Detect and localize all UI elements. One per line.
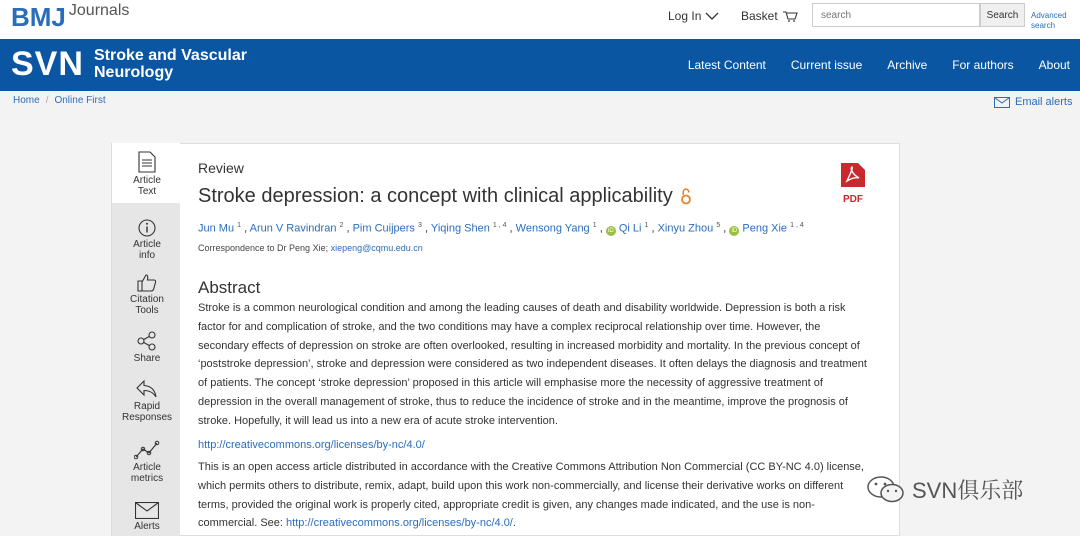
author-separator: , [506,222,516,235]
wechat-watermark [866,474,1023,505]
breadcrumb [13,95,106,106]
tool-article-info-line2: info [138,250,156,261]
tool-share-line1: Share [133,353,161,364]
orcid-icon[interactable]: iD [729,226,739,236]
login-label: Log In [668,9,702,23]
license-statement: This is an open access article distributed in accordance with the Creative Commons Attribution Non Commercial (CC BY-NC 4.0) license, which permits others to distribute, remix, adapt, build upon this work non-commercially, and license their derivative works on different terms, provided the original work is properly cited, appropriate credit is given, any changes made indicated, and the use is non-commercial. See: [198,461,864,530]
author-affiliation: 1 [237,222,242,229]
tool-article-info[interactable] [112,219,182,261]
tool-citation-tools[interactable] [112,273,182,316]
author-separator: , [241,222,250,235]
nav-latest-content[interactable]: Latest Content [687,58,766,72]
advanced-search-line1: Advanced [1031,11,1067,20]
bmj-logo-mark: BMJ [11,2,66,32]
reply-icon [136,379,158,399]
correspondence [198,243,423,253]
chevron-down-icon [705,12,719,21]
article-tools-sidebar [111,143,181,536]
author-link[interactable]: Wensong Yang [515,222,590,235]
tool-article-metrics-line1: Article [133,462,161,473]
author-link[interactable]: Xinyu Zhou [657,222,714,235]
article-panel [180,143,900,536]
tool-citation-tools-line2: Tools [135,305,159,316]
tool-article-text-line2: Text [137,186,157,197]
pdf-label: PDF [843,194,863,205]
author-affiliation: 1 [644,222,649,229]
abstract-text: Stroke is a common neurological condition and among the leading causes of death and disability worldwide. Depression is both a risk factor for and complication of stroke, and the two conditions may have a complex reciprocal relationship over time. However, the secondary effects of depression on stroke are often overlooked, resulting in increased morbidity and mortality. In the previous concept of ‘poststroke depression’, stroke and depression were considered as two independent diseases. It often delays the diagnosis and treatment of patients. The concept ‘stroke depression’ proposed in this article will emphasise more the necessity of aggressive treatment of depression in the overall management of stroke, thus to reduce the incidence of stroke and in the meantime, improve the prognosis of stroke. Hopefully, it will lead us into a new era of acute stroke intervention. [198,302,867,427]
tool-article-text-line1: Article [133,175,161,186]
thumbs-up-icon [137,273,157,292]
bmj-logo-journals: Journals [68,2,130,19]
watermark-text: SVN俱乐部 [912,478,1024,503]
author-link[interactable]: Yiqing Shen [430,222,490,235]
author-affiliation: 2 [339,222,344,229]
article-title-text: Stroke depression: a concept with clinical applicability [198,185,673,207]
email-alerts-label: Email alerts [1015,96,1073,108]
journal-name-line2: Neurology [94,64,174,81]
author-link[interactable]: Qi Li [618,222,642,235]
tool-alerts[interactable] [112,502,182,532]
nav-current-issue[interactable]: Current issue [790,58,863,72]
tool-article-metrics[interactable] [112,440,182,484]
breadcrumb-home[interactable]: Home [13,95,40,106]
article-type: Review [198,160,244,176]
author-affiliation: 1 [592,222,597,229]
tool-rapid-responses-line2: Responses [121,412,173,423]
journal-header [0,39,1080,91]
creative-commons-link[interactable]: http://creativecommons.org/licenses/by-nc/4.0/ [198,439,425,451]
author-list [198,222,804,236]
tool-article-metrics-line2: metrics [130,473,164,484]
top-bar [0,0,1080,39]
pdf-download[interactable] [840,162,866,205]
abstract-heading: Abstract [198,278,261,297]
tool-alerts-line1: Alerts [134,521,160,532]
breadcrumb-separator: / [45,95,49,106]
license-end: . [512,517,516,530]
author-link[interactable]: Pim Cuijpers [352,222,415,235]
license-text [198,458,873,533]
orcid-icon[interactable]: iD [606,226,616,236]
author-separator: , [720,222,730,235]
journal-abbr-logo[interactable]: SVN [11,45,84,83]
basket-link[interactable] [741,9,798,23]
tool-article-info-line1: Article [133,239,161,250]
author-affiliation: 1 , 4 [790,222,804,229]
share-icon [137,331,157,351]
basket-label: Basket [741,9,778,23]
envelope-icon [994,97,1010,108]
correspondence-text: Correspondence to Dr Peng Xie; [198,243,329,253]
author-link[interactable]: Arun V Ravindran [249,222,337,235]
correspondence-email-link[interactable]: xiepeng@cqmu.edu.cn [330,243,423,253]
journal-name[interactable] [94,47,247,81]
main-nav [663,39,1070,91]
bmj-journals-logo[interactable] [11,2,129,32]
tool-share[interactable] [112,331,182,364]
tool-citation-tools-line1: Citation [130,294,164,305]
info-icon [138,219,156,237]
nav-archive[interactable]: Archive [887,58,928,72]
author-link[interactable]: Peng Xie [742,222,788,235]
envelope-icon [135,502,159,519]
author-affiliation: 1 , 4 [492,222,507,229]
tool-rapid-responses-line1: Rapid [133,401,161,412]
author-affiliation: 5 [716,222,721,229]
breadcrumb-online-first[interactable]: Online First [54,95,106,106]
author-separator: , [596,222,606,235]
pdf-icon [840,162,866,188]
author-separator: , [648,222,658,235]
journal-name-line1: Stroke and Vascular [94,47,247,64]
open-access-icon [681,188,691,205]
nav-about[interactable]: About [1038,58,1070,72]
login-link[interactable] [668,9,719,23]
nav-for-authors[interactable]: For authors [952,58,1014,72]
basket-icon [782,10,798,22]
advanced-search-line2: search [1031,21,1056,30]
tool-rapid-responses[interactable] [112,379,182,423]
author-separator: , [421,222,431,235]
wechat-icon [866,475,906,505]
tool-article-text[interactable] [112,143,182,203]
article-title [198,185,691,208]
author-affiliation: 3 [418,222,422,229]
author-separator: , [343,222,353,235]
search-button[interactable]: Search [980,3,1025,27]
search-input[interactable] [812,3,980,27]
author-link[interactable]: Jun Mu [198,222,235,235]
document-icon [138,151,156,173]
metrics-icon [134,440,160,460]
advanced-search-link[interactable] [1031,11,1067,31]
email-alerts-link[interactable] [994,96,1072,108]
license-link[interactable]: http://creativecommons.org/licenses/by-nc/4.0/ [286,517,513,530]
